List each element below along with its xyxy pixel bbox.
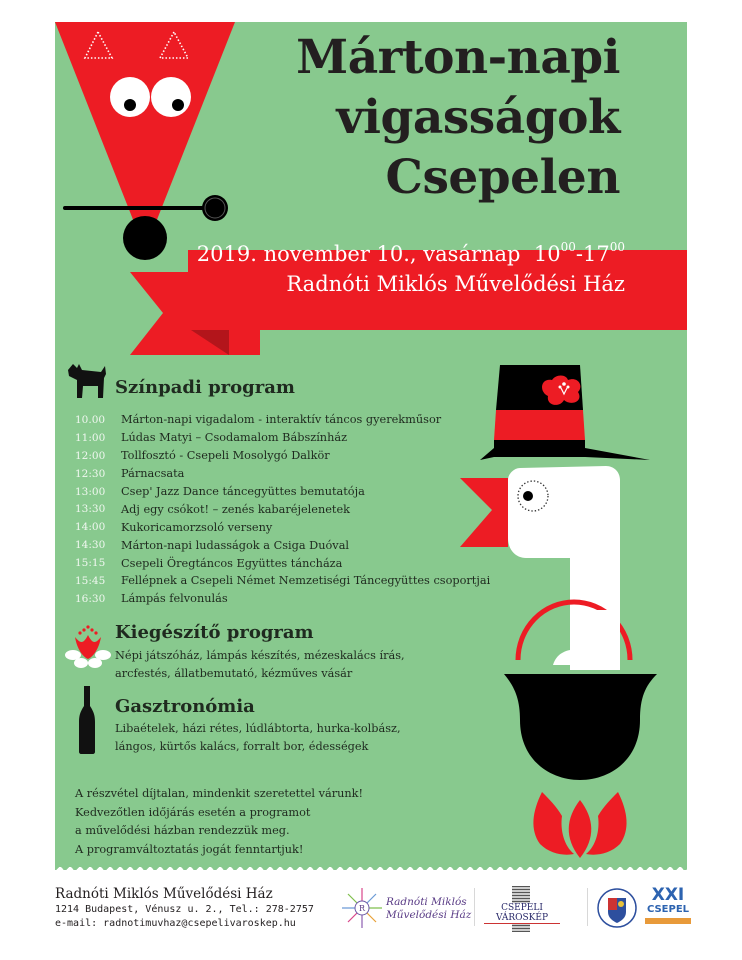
schedule-row: 15:15 Csepeli Öregtáncos Együttes táncháza xyxy=(75,556,343,570)
schedule-row: 16:30 Lámpás felvonulás xyxy=(75,592,228,606)
fox-eye-right-icon xyxy=(151,77,191,117)
radnoti-logo-icon xyxy=(340,886,384,930)
org-email: e-mail: radnotimuvhaz@csepelivaroskep.hu xyxy=(55,918,296,929)
event-venue: Radnóti Miklós Művelődési Ház xyxy=(286,272,625,296)
schedule-row: 14:00 Kukoricamorzsoló verseny xyxy=(75,520,273,534)
schedule-row: 13:00 Csep' Jazz Dance táncegyüttes bemutatója xyxy=(75,485,365,498)
radnoti-logo-text: Radnóti Miklós Művelődési Ház xyxy=(386,896,472,921)
csepeli-varoskep-logo: CSEPELI VÁROSKÉP xyxy=(484,886,560,932)
title-line-1: Márton-napi xyxy=(296,30,620,85)
poster-title xyxy=(190,28,620,208)
notice-text: A részvétel díjtalan, mindenkit szeretettel várunk! Kedvezőtlen időjárás esetén a programot a művelődési házban rendezzük meg. A programváltoztatás jogát fenntartjuk! xyxy=(75,787,364,856)
stage-program-title: Színpadi program xyxy=(115,377,295,398)
schedule-row: 13:30 Adj egy csókot! – zenés kabaréjelenetek xyxy=(75,502,350,516)
org-name: Radnóti Miklós Művelődési Ház xyxy=(55,886,273,902)
tulip-flower-icon xyxy=(65,623,111,669)
gastronomy-title: Gasztronómia xyxy=(115,696,255,717)
dog-icon xyxy=(65,362,107,400)
schedule-row: 12:00 Tollfosztó - Csepeli Mosolygó Dalkör xyxy=(75,449,330,463)
schedule-row: 11:00 Lúdas Matyi – Csodamalom Bábszínház xyxy=(75,431,348,445)
schedule-row: 12:30 Párnacsata xyxy=(75,467,185,481)
stage-schedule xyxy=(75,411,490,608)
extra-program-title: Kiegészítő program xyxy=(115,622,314,643)
schedule-row: 15:45 Fellépnek a Csepeli Német Nemzetiségi Táncegyüttes csoportjai xyxy=(75,574,491,588)
zigzag-edge xyxy=(55,862,687,870)
xxi-csepel-logo: XXI CSEPEL xyxy=(645,886,691,924)
org-address: 1214 Budapest, Vénusz u. 2., Tel.: 278-2757 xyxy=(55,904,314,915)
title-line-3: Csepelen xyxy=(385,150,620,205)
footer-organizer xyxy=(55,886,314,931)
divider xyxy=(587,888,588,926)
event-date-line xyxy=(150,232,625,269)
title-line-2: vigasságok xyxy=(336,90,620,145)
event-date: 2019. november 10., vasárnap xyxy=(196,242,521,266)
flame-icon xyxy=(533,792,574,855)
schedule-row: 14:30 Márton-napi ludasságok a Csiga Duóval xyxy=(75,538,350,552)
cauldron-icon xyxy=(504,674,657,780)
bottle-icon xyxy=(78,686,96,754)
svg-text:R: R xyxy=(358,904,366,913)
event-info xyxy=(150,232,625,299)
gastronomy-description: Libaételek, házi rétes, lúdlábtorta, hurka-kolbász, lángos, kürtős kalács, forralt bor, édességek xyxy=(115,722,401,753)
schedule-row: 10.00 Márton-napi vigadalom - interaktív táncos gyerekműsor xyxy=(75,413,442,427)
extra-program-description: Népi játszóház, lámpás készítés, mézeskalács írás, arcfestés, állatbemutató, kézműves vásár xyxy=(115,649,405,680)
coat-of-arms-icon xyxy=(597,888,637,928)
beak-icon xyxy=(460,478,508,547)
goose-illustration xyxy=(460,360,690,860)
divider xyxy=(474,888,475,926)
event-time: $10^{00}-17^{00}$ xyxy=(533,240,625,266)
